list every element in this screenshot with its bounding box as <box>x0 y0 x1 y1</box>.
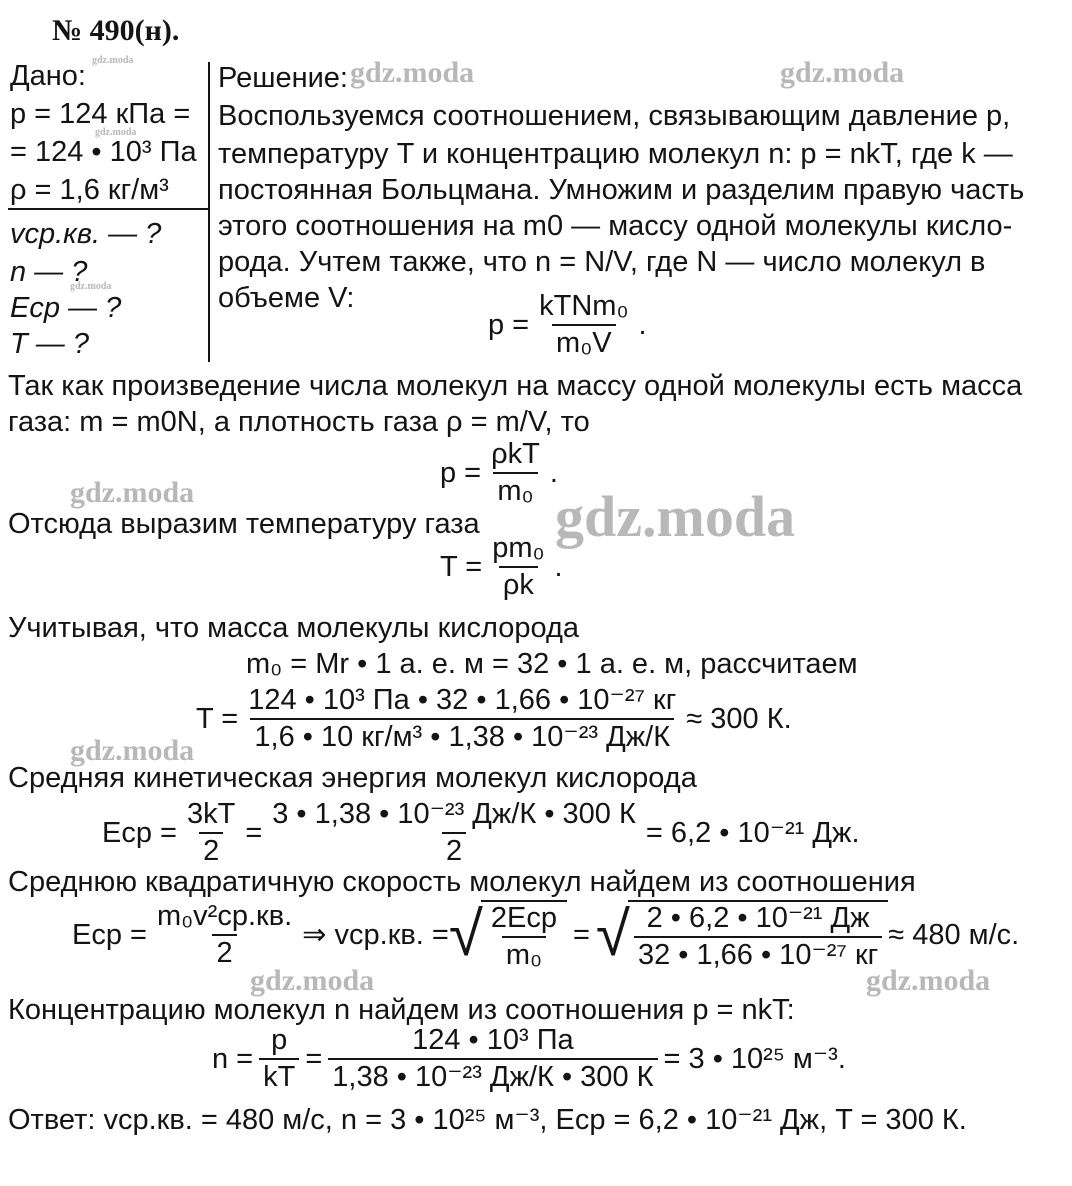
equals-sign: = <box>305 1042 323 1075</box>
formula-temperature-numeric <box>196 686 792 752</box>
equals-sign: = <box>572 918 590 951</box>
implies-arrow: ⇒ vср.кв. = <box>302 918 449 951</box>
watermark-small: gdz.moda <box>92 55 134 66</box>
given-line: p = 124 кПа = <box>10 98 191 130</box>
denominator: m₀ <box>502 936 546 970</box>
numerator: 124 • 10³ Па • 32 • 1,66 • 10⁻²⁷ кг <box>248 684 677 716</box>
watermark-medium: gdz.moda <box>70 476 195 509</box>
fraction <box>328 1026 657 1092</box>
numerator: pm₀ <box>492 532 545 564</box>
formula-end: ≈ 480 м/с. <box>888 918 1020 951</box>
denominator: m₀V <box>552 324 616 358</box>
fraction <box>634 904 882 970</box>
formula-lhs: n = <box>212 1042 254 1075</box>
formula-lhs: T = <box>440 550 483 583</box>
paragraph-line: Так как произведение числа молекул на массу одной молекулы есть масса <box>8 370 1023 402</box>
fraction <box>487 440 544 506</box>
problem-number: № 490(н). <box>52 14 180 47</box>
paragraph-line: газа: m = m0N, а плотность газа ρ = m/V, то <box>8 406 590 438</box>
numerator: 124 • 10³ Па <box>412 1024 574 1056</box>
fraction <box>487 904 561 970</box>
formula-end: ≈ 300 К. <box>686 702 792 735</box>
fraction <box>535 292 632 358</box>
watermark-medium: gdz.moda <box>780 56 905 89</box>
given-line: = 124 • 10³ Па <box>10 136 197 168</box>
watermark-small: gdz.moda <box>70 281 112 292</box>
intro-line: Воспользуемся соотношением, связывающим давление p, <box>218 100 1011 132</box>
formula-lhs: p = <box>488 308 530 341</box>
denominator: 2 <box>199 832 223 866</box>
equals-sign: = <box>245 816 263 849</box>
numerator: ρkT <box>491 438 540 470</box>
unknown-item: Eср — ? <box>10 292 122 324</box>
fraction <box>183 800 239 866</box>
numerator: p <box>271 1024 288 1056</box>
square-root <box>596 900 888 970</box>
intro-line: температуру T и концентрацию молекул n: p = nkT, где k — <box>218 138 1013 170</box>
unknown-item: n — ? <box>10 256 88 288</box>
denominator: kT <box>259 1058 299 1092</box>
intro-line: постоянная Больцмана. Умножим и разделим правую часть <box>218 174 1025 206</box>
solution-header: Решение: <box>218 62 348 94</box>
watermark-small: gdz.moda <box>95 127 137 138</box>
watermark-medium: gdz.moda <box>70 734 195 767</box>
paragraph-line: Отсюда выразим температуру газа <box>8 508 480 540</box>
denominator: 32 • 1,66 • 10⁻²⁷ кг <box>634 936 882 970</box>
radical-sign-icon: √ <box>595 900 630 969</box>
radicand <box>481 900 567 970</box>
formula-lhs: p = <box>440 456 482 489</box>
given-line: ρ = 1,6 кг/м³ <box>10 174 169 206</box>
intro-line: рода. Учтем также, что n = N/V, где N — число молекул в <box>218 246 986 278</box>
formula-lhs: Eср = <box>102 816 177 849</box>
square-root <box>449 900 567 970</box>
formula-rms-speed <box>72 900 1019 970</box>
formula-end: = 3 • 10²⁵ м⁻³. <box>663 1042 846 1075</box>
intro-line: этого соотношения на m0 — массу одной молекулы кисло- <box>218 210 1013 242</box>
paragraph-line: Средняя кинетическая энергия молекул кислорода <box>8 762 697 794</box>
fraction <box>259 1026 299 1092</box>
formula-temperature <box>440 534 563 600</box>
answer-line: Ответ: vср.кв. = 480 м/с, n = 3 • 10²⁵ м⁻³, Eср = 6,2 • 10⁻²¹ Дж, T = 300 К. <box>8 1104 967 1136</box>
numerator: 3kT <box>186 798 236 830</box>
fraction <box>268 800 640 866</box>
radical-sign-icon: √ <box>448 900 483 969</box>
unknown-item: vср.кв. — ? <box>10 218 162 250</box>
paragraph-line: Концентрацию молекул n найдем из соотношения p = nkT: <box>8 994 795 1026</box>
denominator: 1,38 • 10⁻²³ Дж/К • 300 К <box>328 1058 657 1092</box>
numerator: 3 • 1,38 • 10⁻²³ Дж/К • 300 К <box>272 798 636 830</box>
unknown-item: T — ? <box>10 328 89 360</box>
denominator: 2 <box>212 934 236 968</box>
formula-end: . <box>638 308 647 341</box>
formula-lhs: T = <box>196 702 239 735</box>
given-separator <box>208 62 210 362</box>
numerator: m₀v²ср.кв. <box>156 900 293 932</box>
watermark-medium: gdz.moda <box>250 964 375 997</box>
numerator: 2 • 6,2 • 10⁻²¹ Дж <box>646 902 870 934</box>
formula-pressure <box>488 292 647 358</box>
formula-end: = 6,2 • 10⁻²¹ Дж. <box>645 816 860 849</box>
watermark-medium: gdz.moda <box>350 56 475 89</box>
formula-pressure-density <box>440 440 558 506</box>
radicand <box>628 900 888 970</box>
denominator: m₀ <box>493 472 537 506</box>
watermark-medium: gdz.moda <box>866 964 991 997</box>
given-header: Дано: <box>10 60 86 92</box>
formula-lhs: Eср = <box>72 918 147 951</box>
formula-kinetic-energy <box>102 800 860 866</box>
paragraph-line: Учитывая, что масса молекулы кислорода <box>8 612 579 644</box>
numerator: kTNm₀ <box>539 290 629 322</box>
formula-molecule-mass: m₀ = Mr • 1 а. е. м = 32 • 1 а. е. м, рассчитаем <box>246 648 858 680</box>
fraction <box>244 686 680 752</box>
fraction <box>153 902 296 968</box>
denominator: 2 <box>442 832 466 866</box>
paragraph-line: Среднюю квадратичную скорость молекул найдем из соотношения <box>8 866 916 898</box>
given-divider <box>8 208 208 210</box>
denominator: 1,6 • 10 кг/м³ • 1,38 • 10⁻²³ Дж/К <box>250 718 674 752</box>
formula-end: . <box>549 456 558 489</box>
formula-concentration <box>212 1026 846 1092</box>
formula-end: . <box>554 550 563 583</box>
fraction <box>488 534 548 600</box>
denominator: ρk <box>499 566 538 600</box>
intro-line: объеме V: <box>218 282 355 314</box>
numerator: 2Eср <box>490 902 557 934</box>
watermark-large: gdz.moda <box>555 484 796 549</box>
